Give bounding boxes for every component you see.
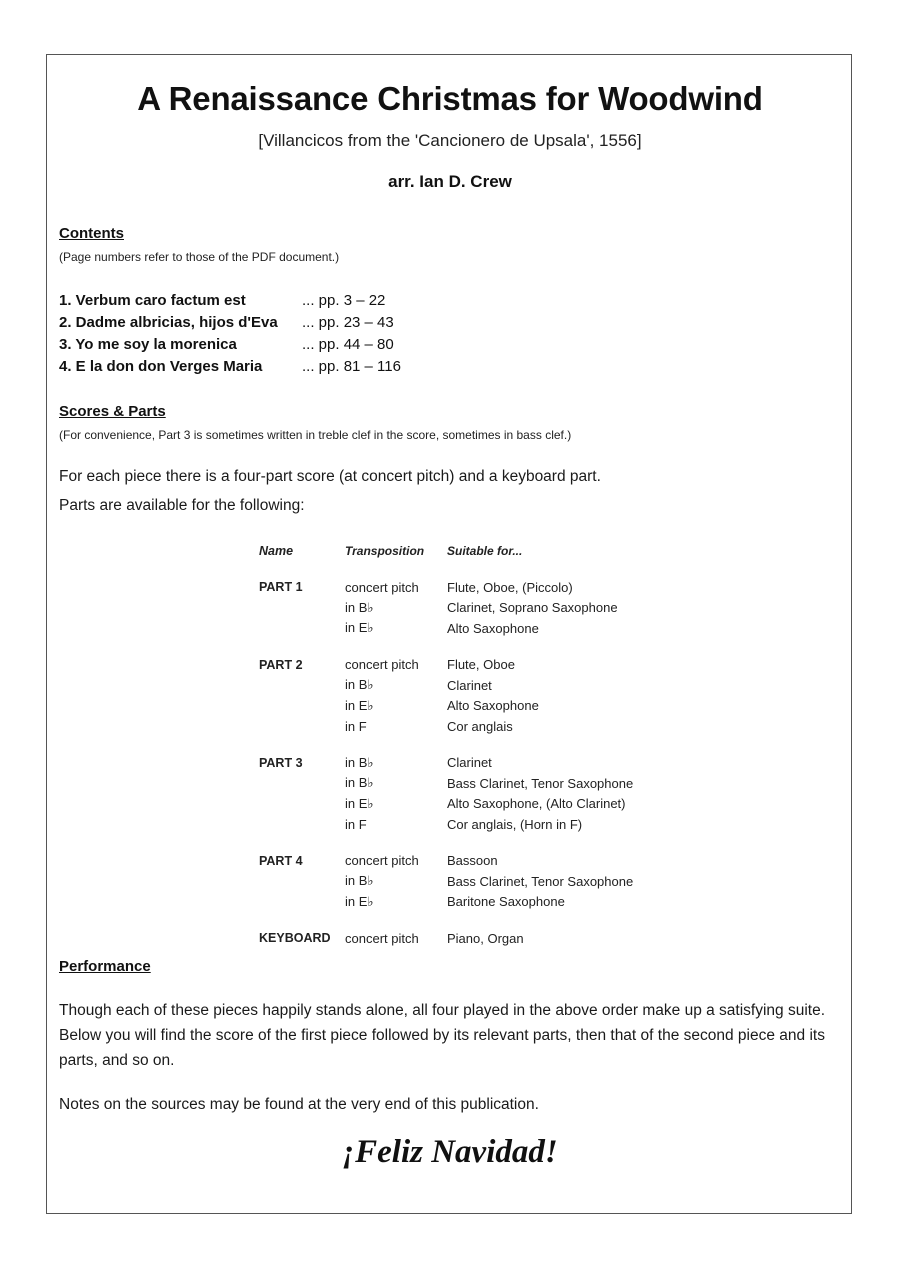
- scores-parts-heading: Scores & Parts: [59, 403, 166, 420]
- part-group: [259, 928, 707, 949]
- contents-item: [59, 311, 401, 333]
- table-row: [259, 773, 707, 794]
- part-suitable: Cor anglais, (Horn in F): [447, 816, 583, 832]
- table-row: [259, 871, 707, 892]
- table-row: [259, 696, 707, 717]
- table-row: [259, 675, 707, 696]
- part-suitable: Bassoon: [447, 853, 498, 869]
- table-row: [259, 716, 707, 737]
- part-suitable: Flute, Oboe: [447, 657, 515, 673]
- table-row: [259, 618, 707, 639]
- document-subtitle: [Villancicos from the 'Cancionero de Upsala', 1556]: [258, 131, 642, 150]
- part-suitable: Clarinet: [447, 755, 492, 771]
- part-transposition: concert pitch: [345, 853, 419, 869]
- part-group: [259, 753, 707, 835]
- contents-item: [59, 289, 401, 311]
- table-row: [259, 753, 707, 774]
- document-title: A Renaissance Christmas for Woodwind: [137, 80, 763, 117]
- part-transposition: in F: [345, 718, 367, 734]
- part-suitable: Alto Saxophone: [447, 698, 539, 714]
- contents-note: (Page numbers refer to those of the PDF document.): [59, 250, 340, 264]
- part-transposition: in E♭: [345, 697, 374, 713]
- table-row: [259, 892, 707, 913]
- part-name: PART 3: [259, 755, 303, 770]
- contents-item-pages: ... pp. 81 – 116: [302, 357, 401, 375]
- scores-parts-paragraph: For each piece there is a four-part score (at concert pitch) and a keyboard part.: [59, 468, 601, 485]
- part-transposition: in E♭: [345, 795, 374, 811]
- contents-item-title: 3. Yo me soy la morenica: [59, 335, 237, 353]
- part-suitable: Clarinet: [447, 677, 492, 693]
- part-group: [259, 851, 707, 913]
- arranger-credit: arr. Ian D. Crew: [388, 172, 512, 191]
- part-name: PART 4: [259, 853, 303, 868]
- part-name: KEYBOARD: [259, 931, 331, 946]
- greeting: ¡Feliz Navidad!: [342, 1134, 558, 1170]
- table-row: [259, 794, 707, 815]
- contents-item-pages: ... pp. 23 – 43: [302, 313, 394, 331]
- part-suitable: Piano, Organ: [447, 930, 524, 946]
- part-group: [259, 577, 707, 639]
- header-suitable: Suitable for...: [447, 544, 523, 558]
- contents-item-title: 4. E la don don Verges Maria: [59, 357, 263, 375]
- part-transposition: in B♭: [345, 677, 374, 693]
- parts-available-paragraph: Parts are available for the following:: [59, 497, 305, 514]
- parts-table-header: [259, 541, 707, 561]
- table-row: [259, 928, 707, 949]
- contents-heading: Contents: [59, 225, 124, 242]
- part-suitable: Bass Clarinet, Tenor Saxophone: [447, 873, 634, 889]
- sources-paragraph: Notes on the sources may be found at the very end of this publication.: [59, 1096, 539, 1113]
- contents-item-title: 1. Verbum caro factum est: [59, 291, 246, 309]
- part-transposition: concert pitch: [345, 579, 419, 595]
- part-transposition: concert pitch: [345, 657, 419, 673]
- part-transposition: in B♭: [345, 873, 374, 889]
- part-suitable: Cor anglais: [447, 718, 513, 734]
- part-suitable: Alto Saxophone, (Alto Clarinet): [447, 796, 626, 812]
- contents-list: [59, 289, 401, 377]
- scores-parts-note: (For convenience, Part 3 is sometimes written in treble clef in the score, sometimes in bass clef.): [59, 428, 572, 442]
- part-suitable: Clarinet, Soprano Saxophone: [447, 600, 618, 616]
- part-transposition: in F: [345, 816, 367, 832]
- part-name: PART 2: [259, 657, 303, 672]
- part-transposition: in B♭: [345, 775, 374, 791]
- part-transposition: in B♭: [345, 754, 374, 770]
- part-suitable: Alto Saxophone: [447, 620, 539, 636]
- header-name: Name: [259, 544, 294, 558]
- contents-item-pages: ... pp. 3 – 22: [302, 291, 386, 309]
- part-transposition: in E♭: [345, 620, 374, 636]
- parts-table: [259, 541, 707, 949]
- table-row: [259, 655, 707, 676]
- table-row: [259, 851, 707, 872]
- contents-item-pages: ... pp. 44 – 80: [302, 335, 394, 353]
- part-suitable: Baritone Saxophone: [447, 894, 565, 910]
- part-transposition: in B♭: [345, 599, 374, 615]
- part-transposition: concert pitch: [345, 930, 419, 946]
- part-suitable: Bass Clarinet, Tenor Saxophone: [447, 775, 634, 791]
- part-group: [259, 655, 707, 737]
- table-row: [259, 577, 707, 598]
- contents-item: [59, 355, 401, 377]
- performance-heading: Performance: [59, 958, 151, 975]
- table-row: [259, 814, 707, 835]
- table-row: [259, 598, 707, 619]
- contents-item-title: 2. Dadme albricias, hijos d'Eva: [59, 313, 278, 331]
- contents-item: [59, 333, 401, 355]
- part-name: PART 1: [259, 580, 303, 595]
- part-suitable: Flute, Oboe, (Piccolo): [447, 579, 573, 595]
- header-transposition: Transposition: [345, 544, 425, 558]
- part-transposition: in E♭: [345, 893, 374, 909]
- performance-paragraph: Though each of these pieces happily stands alone, all four played in the above order make up a satisfying suite. Below you will find the score of the first piece followed by its relevant parts, then that of the second piece and its parts, and so on.: [59, 1002, 826, 1069]
